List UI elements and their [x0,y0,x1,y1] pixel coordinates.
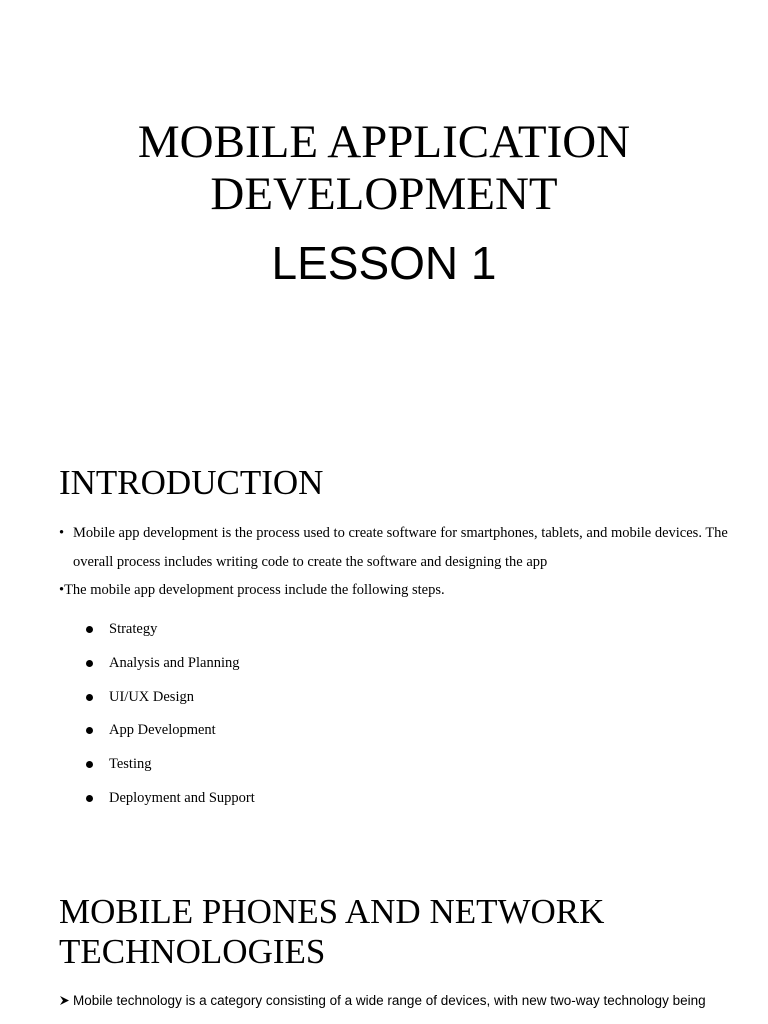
introduction-paragraph-2 [59,576,739,605]
step-label: Strategy [109,621,158,637]
bullet-dot-icon [86,761,93,768]
step-label: Testing [109,756,152,773]
bullet-dot-icon [86,795,93,802]
list-item [86,681,255,715]
bullet-icon: • [59,525,65,541]
steps-list [86,613,255,816]
list-item [86,748,255,782]
bullet-dot-icon [86,727,93,734]
list-item [86,613,255,647]
title-line-1: MOBILE APPLICATION [137,116,631,168]
list-item [86,714,255,748]
step-label: Deployment and Support [109,789,255,806]
bullet-dot-icon [86,694,93,701]
step-label: UI/UX Design [109,688,194,705]
list-item [86,647,255,681]
mobile-phones-paragraph-1 [59,988,759,1014]
introduction-paragraph-1-text: Mobile app development is the process used to create software for smartphones, tablets, and mobile devices. The overall process includes writing code to create the software and designing the app [73,525,728,570]
bullet-icon: • [59,582,65,598]
bullet-dot-icon [86,626,93,633]
mobile-phones-heading [59,892,604,972]
introduction-paragraph-2-text: The mobile app development process include the following steps. [64,582,445,598]
step-label: App Development [109,722,216,739]
title-line-2: DEVELOPMENT [210,168,558,220]
document-title [0,116,768,220]
mobile-phones-heading-line-1: MOBILE PHONES AND NETWORK [59,892,605,931]
mobile-phones-paragraph-1-text: Mobile technology is a category consisting of a wide range of devices, with new two-way technology being [73,993,706,1008]
lesson-label: LESSON 1 [271,237,497,289]
arrow-bullet-icon [59,988,73,1014]
introduction-heading: INTRODUCTION [59,463,324,502]
bullet-dot-icon [86,660,93,667]
mobile-phones-heading-line-2: TECHNOLOGIES [59,932,326,971]
step-label: Analysis and Planning [109,654,240,671]
introduction-paragraph-1 [59,519,739,577]
list-item [86,782,255,816]
